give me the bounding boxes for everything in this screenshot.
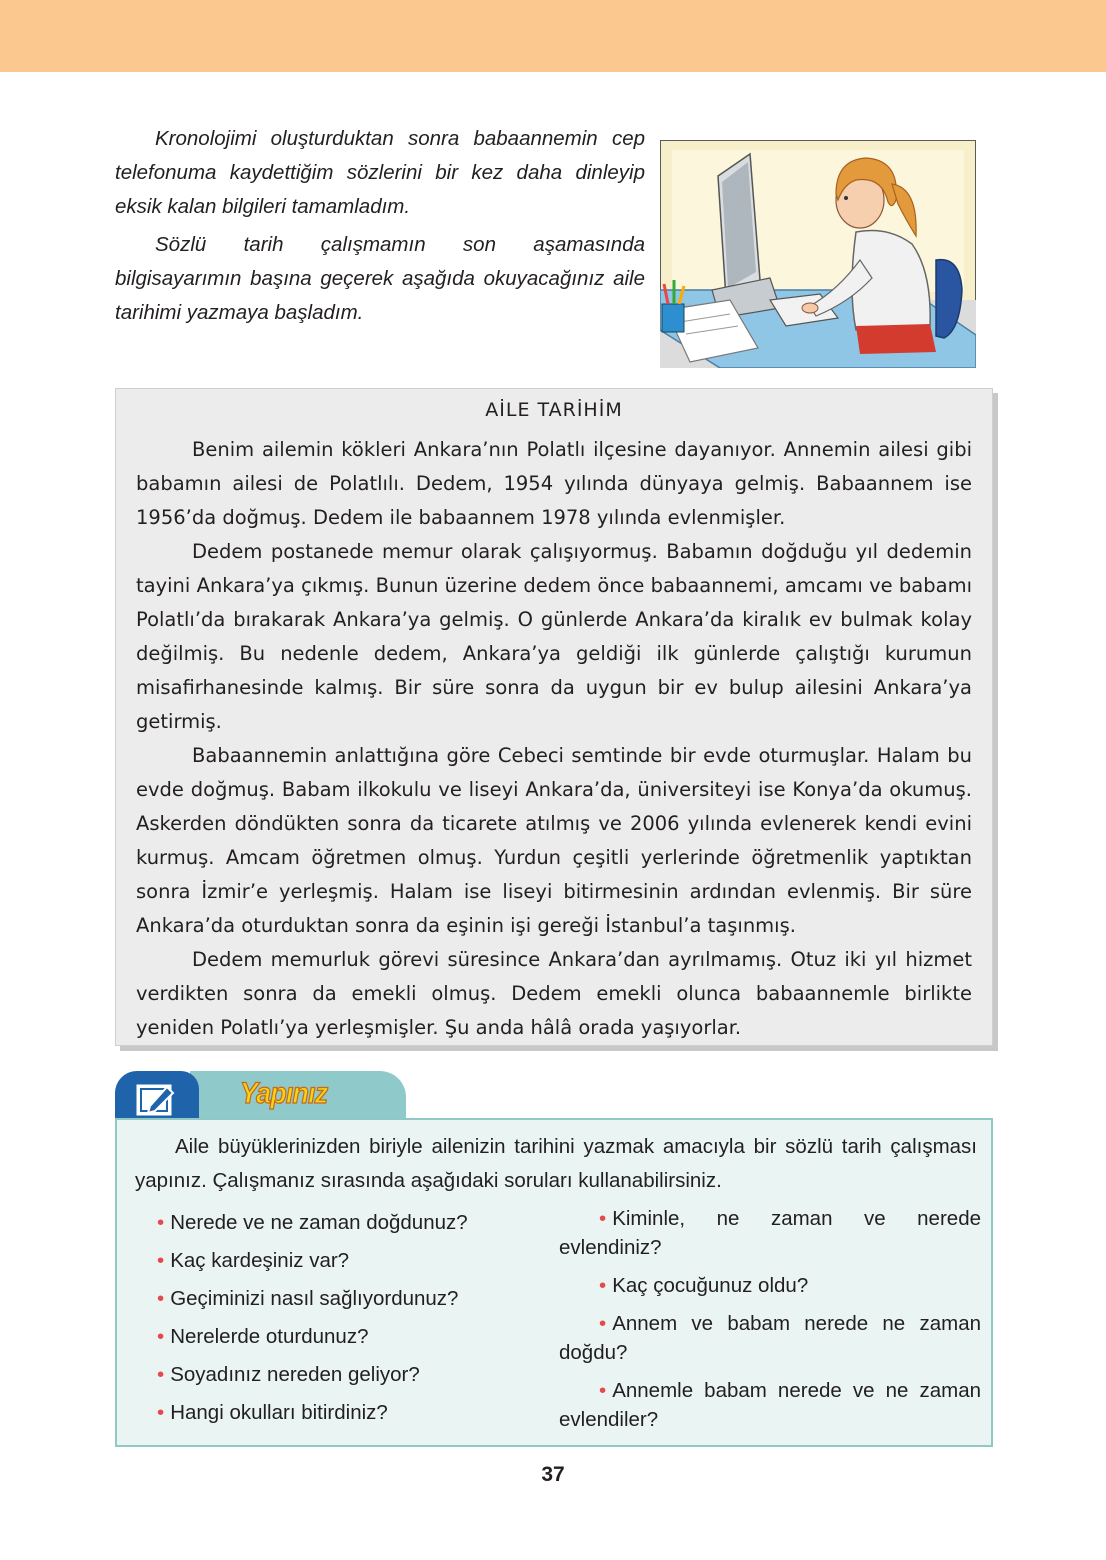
questions-left-column: [157, 1204, 557, 1432]
activity-tab-icon-box: [115, 1071, 199, 1121]
bullet-icon: •: [599, 1274, 607, 1297]
questions-right-column: [559, 1204, 981, 1443]
top-color-band: [0, 0, 1106, 72]
bullet-icon: •: [599, 1207, 607, 1230]
story-body: [136, 433, 972, 1045]
question-text: Kaç kardeşiniz var?: [170, 1249, 350, 1272]
question-item: [559, 1204, 981, 1262]
question-item: [157, 1204, 557, 1242]
question-text: Annem ve babam nerede ne zaman doğdu?: [559, 1312, 981, 1364]
story-paragraph: Dedem memurluk görevi süresince Ankara’dan ayrılmamış. Otuz iki yıl hizmet verdikten sonra da emekli olmuş. Dedem emekli olunca babaannemle birlikte yeniden Polatlı’ya yerleşmişler. Şu anda hâlâ orada yaşıyorlar.: [136, 948, 972, 1039]
question-item: [559, 1376, 981, 1434]
question-item: [157, 1356, 557, 1394]
question-text: Nerede ve ne zaman doğdunuz?: [170, 1211, 468, 1234]
intro-paragraph: Sözlü tarih çalışmamın son aşamasında bilgisayarımın başına geçerek aşağıda okuyacağınız aile tarihimi yazmaya başladım.: [115, 233, 645, 324]
story-paragraph: Babaannemin anlattığına göre Cebeci semtinde bir evde oturmuşlar. Halam bu evde doğmuş. Babam ilkokulu ve liseyi Ankara’da, üniversiteyi ise Konya’da okumuş. Askerden döndükten sonra da ticarete atılmış ve 2006 yılında evlenerek kendi evini kurmuş. Amcam öğretmen olmuş. Yurdun çeşitli yerlerinde öğretmenlik yaptıktan sonra İzmir’e yerleşmiş. Halam ise liseyi bitirmesinin ardından evlenmiş. Bir süre Ankara’da oturduktan sonra da eşinin işi gereği İstanbul’a taşınmış.: [136, 744, 972, 937]
story-title: AİLE TARİHİM: [485, 399, 623, 421]
activity-box: [115, 1118, 993, 1447]
bullet-icon: •: [157, 1325, 165, 1348]
question-item: [157, 1242, 557, 1280]
question-text: Geçiminizi nasıl sağlıyordunuz?: [170, 1287, 459, 1310]
bullet-icon: •: [157, 1287, 165, 1310]
question-text: Annemle babam nerede ve ne zaman evlendiler?: [559, 1379, 981, 1431]
question-text: Nerelerde oturdunuz?: [170, 1325, 369, 1348]
question-text: Soyadınız nereden geliyor?: [170, 1363, 420, 1386]
family-history-box: [115, 388, 993, 1046]
activity-instructions: Aile büyüklerinizden biriyle ailenizin tarihini yazmak amacıyla bir sözlü tarih çalışması yapınız. Çalışmanız sırasında aşağıdaki soruları kullanabilirsiniz.: [135, 1135, 977, 1192]
question-item: [559, 1271, 981, 1300]
bullet-icon: •: [599, 1312, 607, 1335]
page-number: 37: [541, 1463, 565, 1486]
bullet-icon: •: [599, 1379, 607, 1402]
activity-tab: [190, 1071, 406, 1121]
bullet-icon: •: [157, 1363, 165, 1386]
intro-paragraph: Kronolojimi oluşturduktan sonra babaannemin cep telefonuma kaydettiğim sözlerini bir kez daha dinleyip eksik kalan bilgileri tamamladım.: [115, 127, 645, 218]
question-item: [157, 1280, 557, 1318]
bullet-icon: •: [157, 1401, 165, 1424]
question-text: Kiminle, ne zaman ve nerede evlendiniz?: [559, 1207, 981, 1259]
question-item: [157, 1318, 557, 1356]
question-item: [559, 1309, 981, 1367]
pencil-note-icon: [115, 1071, 199, 1121]
activity-tab-label: Yapınız: [240, 1077, 328, 1110]
intro-text: [115, 122, 645, 334]
bullet-icon: •: [157, 1211, 165, 1234]
girl-at-computer-illustration: [660, 140, 976, 368]
story-paragraph: Dedem postanede memur olarak çalışıyormuş. Babamın doğduğu yıl dedemin tayini Ankara’ya çıkmış. Bunun üzerine dedem önce babaannemi, amcamı ve babamı Polatlı’da bırakarak Ankara’ya gelmiş. O günlerde Ankara’da kiralık ev bulmak kolay değilmiş. Bu nedenle dedem, Ankara’ya geldiği ilk günlerde çalıştığı kurumun misafirhanesinde kalmış. Bir süre sonra da uygun bir ev bulup ailesini Ankara’ya getirmiş.: [136, 540, 972, 733]
question-text: Kaç çocuğunuz oldu?: [612, 1274, 809, 1297]
question-item: [157, 1394, 557, 1432]
question-text: Hangi okulları bitirdiniz?: [170, 1401, 388, 1424]
bullet-icon: •: [157, 1249, 165, 1272]
story-paragraph: Benim ailemin kökleri Ankara’nın Polatlı ilçesine dayanıyor. Annemin ailesi gibi babamın ailesi de Polatlılı. Dedem, 1954 yılında dünyaya gelmiş. Babaannem ise 1956’da doğmuş. Dedem ile babaannem 1978 yılında evlenmişler.: [136, 438, 972, 529]
